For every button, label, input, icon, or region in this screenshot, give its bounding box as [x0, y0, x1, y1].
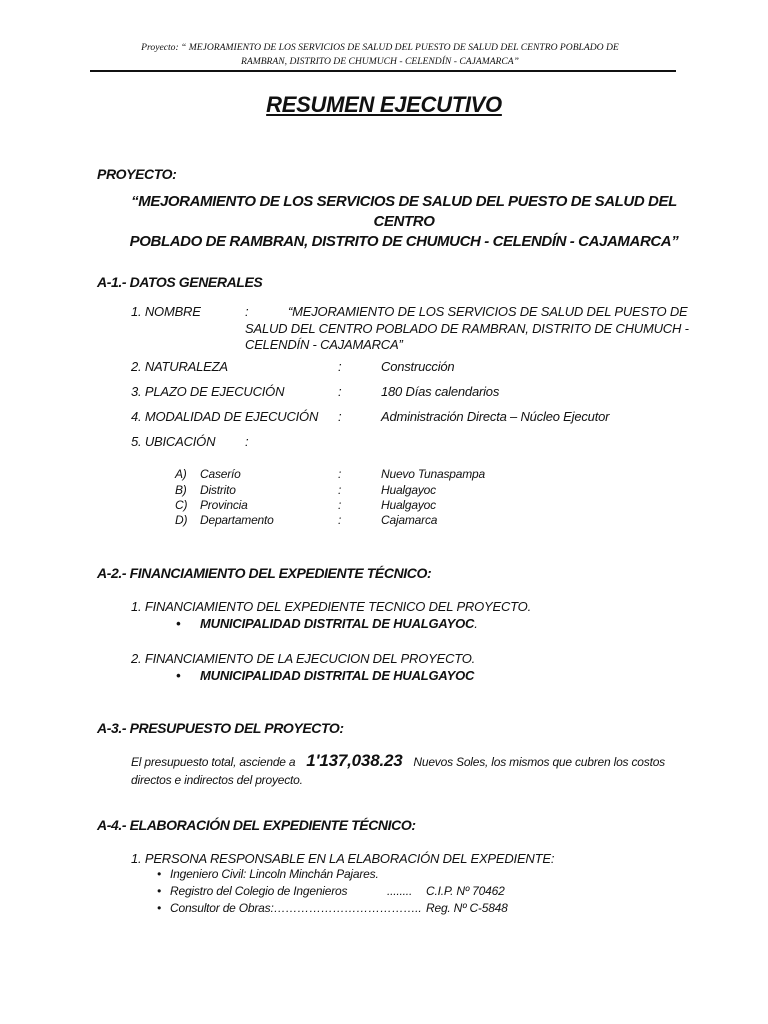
ubicacion-sep: : — [245, 434, 249, 449]
section-a1-heading: A-1.- DATOS GENERALES — [97, 274, 263, 290]
proyecto-label: PROYECTO: — [97, 166, 177, 182]
presupuesto-line-1 — [131, 752, 665, 771]
departamento-label: Departamento — [200, 513, 274, 527]
naturaleza-sep: : — [338, 359, 342, 374]
entity-suffix: . — [474, 616, 478, 631]
modalidad-value: Administración Directa – Núcleo Ejecutor — [381, 409, 610, 424]
header-line-1: Proyecto: “ MEJORAMIENTO DE LOS SERVICIOS DE SALUD DEL PUESTO DE SALUD DEL CENTRO POBLADO DE — [141, 42, 619, 53]
financiamiento-expediente-item: 1. FINANCIAMIENTO DEL EXPEDIENTE TECNICO DEL PROYECTO. — [131, 599, 531, 614]
header-rule — [90, 70, 676, 72]
presupuesto-amount: 1'137,038.23 — [306, 751, 403, 770]
financiamiento-entity-1 — [200, 616, 478, 631]
distrito-value: Hualgayoc — [381, 483, 436, 497]
proyecto-line-1: “MEJORAMIENTO DE LOS SERVICIOS DE SALUD DEL PUESTO DE SALUD DEL CENTRO — [131, 193, 677, 230]
financiamiento-entity-2: MUNICIPALIDAD DISTRITAL DE HUALGAYOC — [200, 668, 475, 683]
ubicacion-letter-c: C) — [175, 498, 188, 512]
bullet-icon: • — [157, 867, 162, 881]
presupuesto-line-2: directos e indirectos del proyecto. — [131, 773, 303, 787]
ubicacion-letter-d: D) — [175, 513, 188, 527]
section-a4-heading: A-4.- ELABORACIÓN DEL EXPEDIENTE TÉCNICO: — [97, 817, 416, 833]
naturaleza-value: Construcción — [381, 359, 455, 374]
presupuesto-text-after: Nuevos Soles, los mismos que cubren los costos — [413, 755, 665, 769]
provincia-label: Provincia — [200, 498, 248, 512]
nombre-line-3: CELENDÍN - CAJAMARCA” — [245, 337, 403, 352]
modalidad-sep: : — [338, 409, 342, 424]
plazo-sep: : — [338, 384, 342, 399]
registro-dots: ........ — [387, 884, 413, 898]
financiamiento-ejecucion-item: 2. FINANCIAMIENTO DE LA EJECUCION DEL PROYECTO. — [131, 651, 476, 666]
header-line-2: RAMBRAN, DISTRITO DE CHUMUCH - CELENDÍN - CAJAMARCA” — [240, 56, 520, 67]
presupuesto-text-before: El presupuesto total, asciende a — [131, 755, 296, 769]
proyecto-name — [118, 192, 690, 252]
page-title: RESUMEN EJECUTIVO — [266, 92, 502, 117]
ubicacion-label: 5. UBICACIÓN — [131, 434, 216, 449]
plazo-label: 3. PLAZO DE EJECUCIÓN — [131, 384, 285, 399]
bullet-icon: • — [176, 668, 181, 683]
consultor-label: Consultor de Obras:……………………………….. — [170, 901, 422, 915]
registro-value: C.I.P. Nº 70462 — [426, 884, 505, 898]
ubicacion-letter-a: A) — [175, 467, 187, 481]
bullet-icon: • — [157, 884, 162, 898]
caserio-label: Caserío — [200, 467, 241, 481]
nombre-label: 1. NOMBRE — [131, 304, 201, 319]
departamento-value: Cajamarca — [381, 513, 438, 527]
registro-label: Registro del Colegio de Ingenieros — [170, 884, 348, 898]
caserio-sep: : — [338, 467, 342, 481]
bullet-icon: • — [176, 616, 181, 631]
naturaleza-label: 2. NATURALEZA — [131, 359, 228, 374]
nombre-sep: : — [245, 304, 249, 319]
nombre-line-2: SALUD DEL CENTRO POBLADO DE RAMBRAN, DISTRITO DE CHUMUCH - — [245, 321, 689, 336]
running-header — [100, 41, 660, 69]
distrito-sep: : — [338, 483, 342, 497]
distrito-label: Distrito — [200, 483, 236, 497]
provincia-value: Hualgayoc — [381, 498, 436, 512]
departamento-sep: : — [338, 513, 342, 527]
nombre-line-1: “MEJORAMIENTO DE LOS SERVICIOS DE SALUD DEL PUESTO DE — [288, 304, 688, 319]
section-a3-heading: A-3.- PRESUPUESTO DEL PROYECTO: — [97, 720, 344, 736]
consultor-value: Reg. Nº C-5848 — [426, 901, 508, 915]
section-a2-heading: A-2.- FINANCIAMIENTO DEL EXPEDIENTE TÉCNICO: — [97, 565, 432, 581]
bullet-icon: • — [157, 901, 162, 915]
entity-name: MUNICIPALIDAD DISTRITAL DE HUALGAYOC — [200, 616, 475, 631]
persona-responsable-item: 1. PERSONA RESPONSABLE EN LA ELABORACIÓN DEL EXPEDIENTE: — [131, 851, 555, 866]
modalidad-label: 4. MODALIDAD DE EJECUCIÓN — [131, 409, 319, 424]
ingeniero-civil: Ingeniero Civil: Lincoln Minchán Pajares. — [170, 867, 379, 881]
proyecto-line-2: POBLADO DE RAMBRAN, DISTRITO DE CHUMUCH - CELENDÍN - CAJAMARCA” — [129, 233, 679, 250]
caserio-value: Nuevo Tunaspampa — [381, 467, 485, 481]
presupuesto-paragraph — [131, 752, 665, 789]
provincia-sep: : — [338, 498, 342, 512]
plazo-value: 180 Días calendarios — [381, 384, 500, 399]
ubicacion-letter-b: B) — [175, 483, 187, 497]
